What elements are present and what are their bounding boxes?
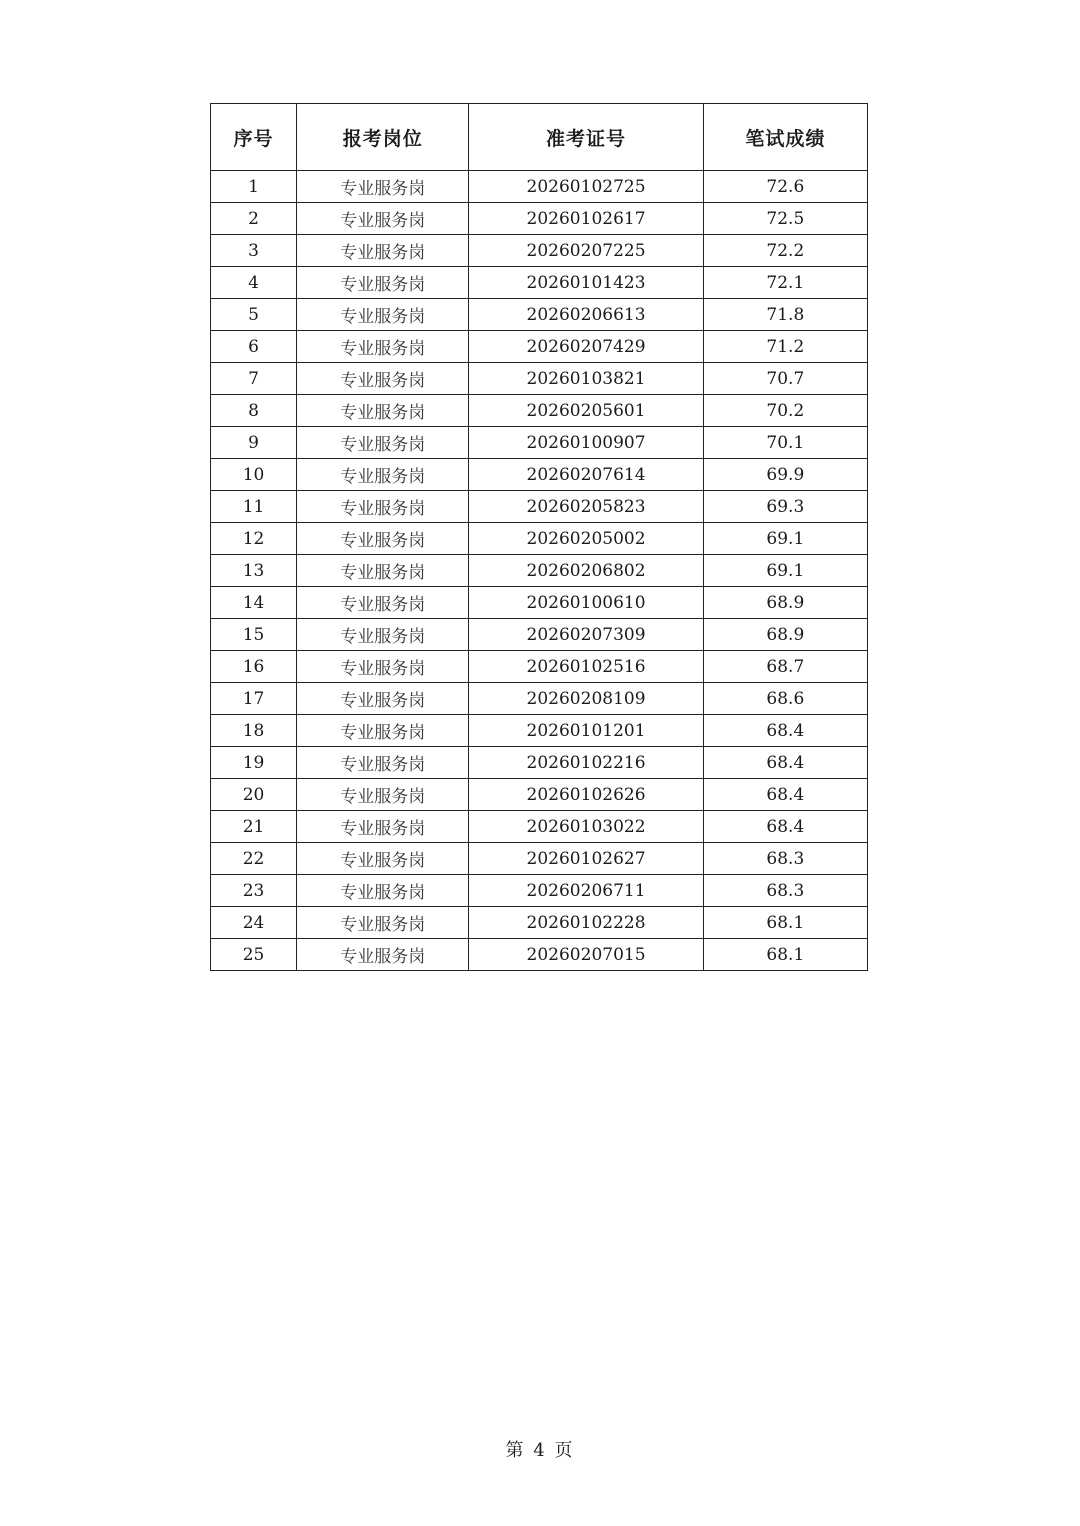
cell-position: 专业服务岗	[297, 939, 469, 971]
table-row	[211, 715, 868, 747]
cell-score: 68.4	[703, 811, 867, 843]
cell-score: 70.2	[703, 395, 867, 427]
cell-score: 70.7	[703, 363, 867, 395]
cell-seq: 15	[211, 619, 297, 651]
cell-seq: 21	[211, 811, 297, 843]
table-row	[211, 555, 868, 587]
table-row	[211, 299, 868, 331]
cell-seq: 2	[211, 203, 297, 235]
cell-position: 专业服务岗	[297, 811, 469, 843]
cell-ticket: 20260207614	[469, 459, 703, 491]
table-row	[211, 875, 868, 907]
table-row	[211, 811, 868, 843]
cell-position: 专业服务岗	[297, 843, 469, 875]
cell-score: 71.2	[703, 331, 867, 363]
table-row	[211, 619, 868, 651]
cell-seq: 24	[211, 907, 297, 939]
cell-score: 68.9	[703, 587, 867, 619]
table-row	[211, 651, 868, 683]
cell-score: 68.1	[703, 907, 867, 939]
cell-seq: 17	[211, 683, 297, 715]
cell-score: 70.1	[703, 427, 867, 459]
cell-score: 68.4	[703, 715, 867, 747]
cell-ticket: 20260101201	[469, 715, 703, 747]
cell-position: 专业服务岗	[297, 299, 469, 331]
cell-seq: 20	[211, 779, 297, 811]
cell-position: 专业服务岗	[297, 587, 469, 619]
table-row	[211, 907, 868, 939]
cell-ticket: 20260100610	[469, 587, 703, 619]
cell-score: 69.9	[703, 459, 867, 491]
cell-ticket: 20260100907	[469, 427, 703, 459]
cell-ticket: 20260101423	[469, 267, 703, 299]
table-row	[211, 587, 868, 619]
cell-ticket: 20260205601	[469, 395, 703, 427]
cell-score: 68.3	[703, 875, 867, 907]
cell-ticket: 20260208109	[469, 683, 703, 715]
header-position: 报考岗位	[297, 104, 469, 171]
cell-position: 专业服务岗	[297, 683, 469, 715]
cell-ticket: 20260102627	[469, 843, 703, 875]
score-table	[210, 103, 868, 971]
cell-position: 专业服务岗	[297, 555, 469, 587]
cell-position: 专业服务岗	[297, 907, 469, 939]
cell-score: 68.7	[703, 651, 867, 683]
cell-ticket: 20260102216	[469, 747, 703, 779]
table-row	[211, 939, 868, 971]
cell-seq: 22	[211, 843, 297, 875]
cell-ticket: 20260103821	[469, 363, 703, 395]
cell-position: 专业服务岗	[297, 203, 469, 235]
cell-ticket: 20260103022	[469, 811, 703, 843]
cell-position: 专业服务岗	[297, 779, 469, 811]
table-row	[211, 779, 868, 811]
cell-score: 71.8	[703, 299, 867, 331]
cell-seq: 4	[211, 267, 297, 299]
cell-seq: 3	[211, 235, 297, 267]
cell-position: 专业服务岗	[297, 235, 469, 267]
cell-seq: 9	[211, 427, 297, 459]
cell-score: 68.4	[703, 779, 867, 811]
cell-seq: 11	[211, 491, 297, 523]
cell-score: 72.6	[703, 171, 867, 203]
cell-ticket: 20260205823	[469, 491, 703, 523]
cell-seq: 6	[211, 331, 297, 363]
cell-seq: 10	[211, 459, 297, 491]
cell-seq: 7	[211, 363, 297, 395]
table-row	[211, 363, 868, 395]
table-row	[211, 843, 868, 875]
cell-score: 68.4	[703, 747, 867, 779]
cell-position: 专业服务岗	[297, 427, 469, 459]
cell-ticket: 20260102516	[469, 651, 703, 683]
cell-ticket: 20260102228	[469, 907, 703, 939]
cell-ticket: 20260207015	[469, 939, 703, 971]
cell-ticket: 20260102725	[469, 171, 703, 203]
table-row	[211, 523, 868, 555]
cell-ticket: 20260206711	[469, 875, 703, 907]
cell-seq: 16	[211, 651, 297, 683]
cell-ticket: 20260207225	[469, 235, 703, 267]
cell-score: 68.1	[703, 939, 867, 971]
cell-score: 69.3	[703, 491, 867, 523]
cell-seq: 8	[211, 395, 297, 427]
cell-score: 69.1	[703, 555, 867, 587]
table-body	[211, 171, 868, 971]
cell-position: 专业服务岗	[297, 875, 469, 907]
table-row	[211, 395, 868, 427]
cell-seq: 25	[211, 939, 297, 971]
table-row	[211, 235, 868, 267]
cell-seq: 18	[211, 715, 297, 747]
cell-position: 专业服务岗	[297, 747, 469, 779]
cell-position: 专业服务岗	[297, 171, 469, 203]
table-row	[211, 203, 868, 235]
header-score: 笔试成绩	[703, 104, 867, 171]
cell-position: 专业服务岗	[297, 715, 469, 747]
table-row	[211, 331, 868, 363]
table-row	[211, 747, 868, 779]
table-row	[211, 427, 868, 459]
page-number: 第 4 页	[505, 1440, 575, 1461]
header-seq: 序号	[211, 104, 297, 171]
cell-seq: 19	[211, 747, 297, 779]
cell-seq: 12	[211, 523, 297, 555]
cell-seq: 23	[211, 875, 297, 907]
cell-score: 68.3	[703, 843, 867, 875]
table-row	[211, 683, 868, 715]
cell-seq: 14	[211, 587, 297, 619]
table-row	[211, 459, 868, 491]
cell-score: 72.1	[703, 267, 867, 299]
cell-score: 72.5	[703, 203, 867, 235]
cell-seq: 5	[211, 299, 297, 331]
cell-seq: 13	[211, 555, 297, 587]
cell-ticket: 20260207309	[469, 619, 703, 651]
cell-ticket: 20260206613	[469, 299, 703, 331]
cell-ticket: 20260102617	[469, 203, 703, 235]
table-row	[211, 491, 868, 523]
table-row	[211, 267, 868, 299]
cell-position: 专业服务岗	[297, 491, 469, 523]
cell-ticket: 20260207429	[469, 331, 703, 363]
cell-position: 专业服务岗	[297, 459, 469, 491]
cell-position: 专业服务岗	[297, 651, 469, 683]
table-header-row	[211, 104, 868, 171]
cell-ticket: 20260206802	[469, 555, 703, 587]
cell-score: 69.1	[703, 523, 867, 555]
table-row	[211, 171, 868, 203]
cell-seq: 1	[211, 171, 297, 203]
cell-score: 68.6	[703, 683, 867, 715]
cell-position: 专业服务岗	[297, 331, 469, 363]
cell-position: 专业服务岗	[297, 523, 469, 555]
cell-position: 专业服务岗	[297, 267, 469, 299]
cell-position: 专业服务岗	[297, 619, 469, 651]
header-ticket: 准考证号	[469, 104, 703, 171]
cell-position: 专业服务岗	[297, 395, 469, 427]
cell-position: 专业服务岗	[297, 363, 469, 395]
cell-ticket: 20260102626	[469, 779, 703, 811]
cell-ticket: 20260205002	[469, 523, 703, 555]
cell-score: 72.2	[703, 235, 867, 267]
cell-score: 68.9	[703, 619, 867, 651]
